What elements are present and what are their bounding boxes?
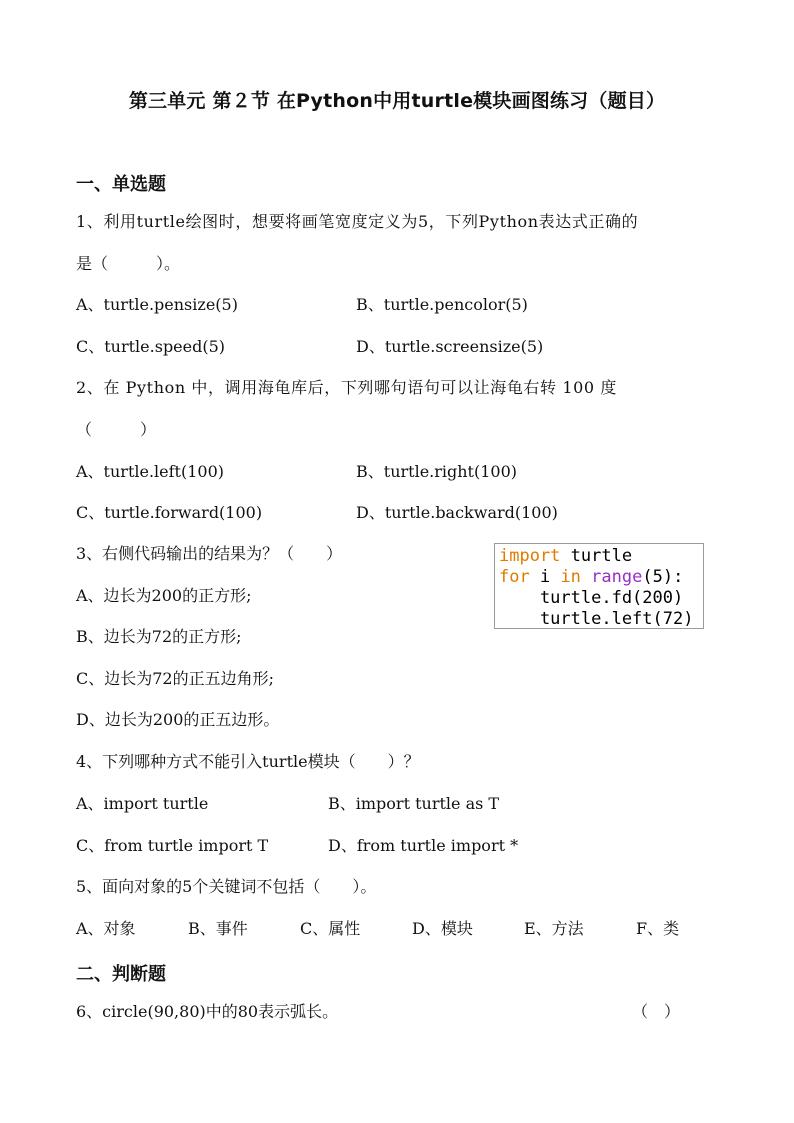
code-keyword-import: import bbox=[499, 546, 561, 566]
question-4-option-c: C、from turtle import T bbox=[76, 836, 269, 855]
code-line-1 bbox=[499, 546, 703, 567]
code-line-2 bbox=[499, 567, 703, 588]
question-5-option-b: B、事件 bbox=[188, 919, 248, 938]
question-4-option-b: B、import turtle as T bbox=[328, 794, 500, 813]
question-1-option-c: C、turtle.speed(5) bbox=[76, 337, 226, 356]
question-5-option-e: E、方法 bbox=[524, 919, 584, 938]
code-builtin-range: range bbox=[591, 567, 643, 587]
question-1-option-d: D、turtle.screensize(5) bbox=[356, 337, 544, 356]
question-5-text: 5、面向对象的5个关键词不包括（ ）。 bbox=[76, 877, 377, 896]
question-5-option-d: D、模块 bbox=[412, 919, 473, 938]
code-text: i bbox=[529, 567, 561, 587]
question-2-option-d: D、turtle.backward(100) bbox=[356, 503, 558, 522]
code-text: turtle bbox=[560, 546, 633, 566]
section-heading-judgment: 二、判断题 bbox=[76, 964, 166, 985]
question-3-option-a: A、边长为200的正方形; bbox=[76, 586, 252, 605]
question-3-option-c: C、边长为72的正五边角形; bbox=[76, 669, 274, 688]
question-6-text: 6、circle(90,80)中的80表示弧长。 bbox=[76, 1002, 339, 1021]
question-2-text: 2、在 Python 中，调用海龟库后，下列哪句语句可以让海龟右转 100 度 bbox=[76, 378, 617, 397]
question-2-option-a: A、turtle.left(100) bbox=[76, 462, 225, 481]
code-line-3: turtle.fd(200) bbox=[499, 588, 684, 608]
code-keyword-in: in bbox=[560, 567, 581, 587]
code-line-4: turtle.left(72) bbox=[499, 609, 694, 629]
question-2-option-b: B、turtle.right(100) bbox=[356, 462, 518, 481]
question-1-option-a: A、turtle.pensize(5) bbox=[76, 295, 238, 314]
question-5-option-a: A、对象 bbox=[76, 919, 136, 938]
question-3-option-d: D、边长为200的正五边形。 bbox=[76, 710, 280, 729]
question-1-text-cont: 是（ ）。 bbox=[76, 254, 181, 273]
question-6-answer-blank: （ ） bbox=[632, 1002, 681, 1021]
question-3-text: 3、右侧代码输出的结果为？（ ） bbox=[76, 544, 343, 563]
question-4-option-a: A、import turtle bbox=[76, 794, 209, 813]
question-5-option-c: C、属性 bbox=[300, 919, 361, 938]
question-3-option-b: B、边长为72的正方形; bbox=[76, 627, 242, 646]
code-snippet-box bbox=[494, 543, 704, 629]
question-2-text-cont: （ ） bbox=[76, 420, 157, 439]
page-title: 第三单元 第２节 在Python中用turtle模块画图练习（题目） bbox=[128, 90, 666, 112]
question-1-option-b: B、turtle.pencolor(5) bbox=[356, 295, 528, 314]
question-2-option-c: C、turtle.forward(100) bbox=[76, 503, 263, 522]
code-keyword-for: for bbox=[499, 567, 530, 587]
question-4-option-d: D、from turtle import * bbox=[328, 836, 519, 855]
question-5-option-f: F、类 bbox=[636, 919, 680, 938]
code-text: (5): bbox=[642, 567, 684, 587]
section-heading-single-choice: 一、单选题 bbox=[76, 174, 166, 195]
question-4-text: 4、下列哪种方式不能引入turtle模块（ ）？ bbox=[76, 752, 420, 771]
question-1-text: 1、利用turtle绘图时，想要将画笔宽度定义为5，下列Python表达式正确的 bbox=[76, 212, 639, 231]
code-text bbox=[581, 567, 591, 587]
